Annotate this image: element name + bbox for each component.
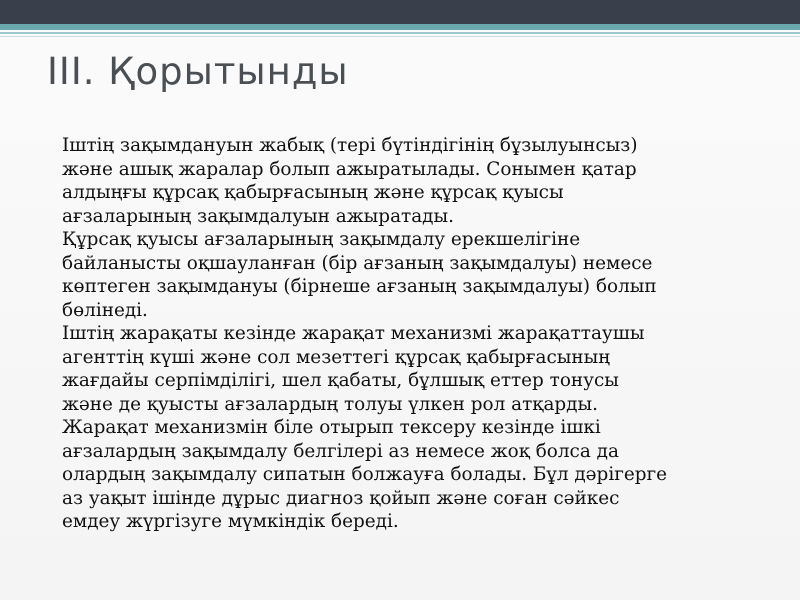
body-line: ағзалардың зақымдалу белгілері аз немесе жоқ болса да [62,440,619,462]
header-accent-stripe [0,24,800,30]
body-line: ағзаларының зақымдалуын ажыратады. [62,205,454,227]
body-line: емдеу жүргізуге мүмкіндік береді. [62,511,399,532]
body-line: көптеген зақымдануы (бірнеше ағзаның зақымдалуы) болып [62,276,657,297]
body-line: аз уақыт ішінде дұрыс диагноз қойып және соған сәйкес [62,487,620,509]
body-line: олардың зақымдалу сипатын болжауға болады. Бұл дәрігерге [62,464,668,485]
slide-body-text [62,134,762,534]
body-line: алдыңғы құрсақ қабырғасының және құрсақ қуысы [62,182,564,203]
body-line: агенттің күші және сол мезеттегі құрсақ қабырғасының [62,346,611,368]
header-divider-line-secondary [0,36,800,37]
body-line: және ашық жаралар болып ажыратылады. Сонымен қатар [62,158,637,180]
body-line: Жарақат механизмін біле отырып тексеру кезінде ішкі [62,417,601,438]
body-line: және де қуысты ағзалардың толуы үлкен рол атқарды. [62,393,598,415]
body-line: Құрсақ қуысы ағзаларының зақымдалу ерекшелігіне [62,229,581,250]
body-line: байланысты оқшауланған (бір ағзаның зақымдалуы) немесе [62,252,653,274]
slide-title: III. Қорытынды [47,50,349,93]
header-divider-line [0,32,800,34]
body-line: бөлінеді. [62,299,148,321]
body-line: жағдайы серпімділігі, шел қабаты, бұлшық еттер тонусы [62,370,619,391]
body-line: Іштің жарақаты кезінде жарақат механизмі жарақаттаушы [62,323,645,344]
body-line: Іштің зақымдануын жабық (тері бүтіндігінің бұзылуынсыз) [62,135,638,156]
header-band [0,0,800,24]
